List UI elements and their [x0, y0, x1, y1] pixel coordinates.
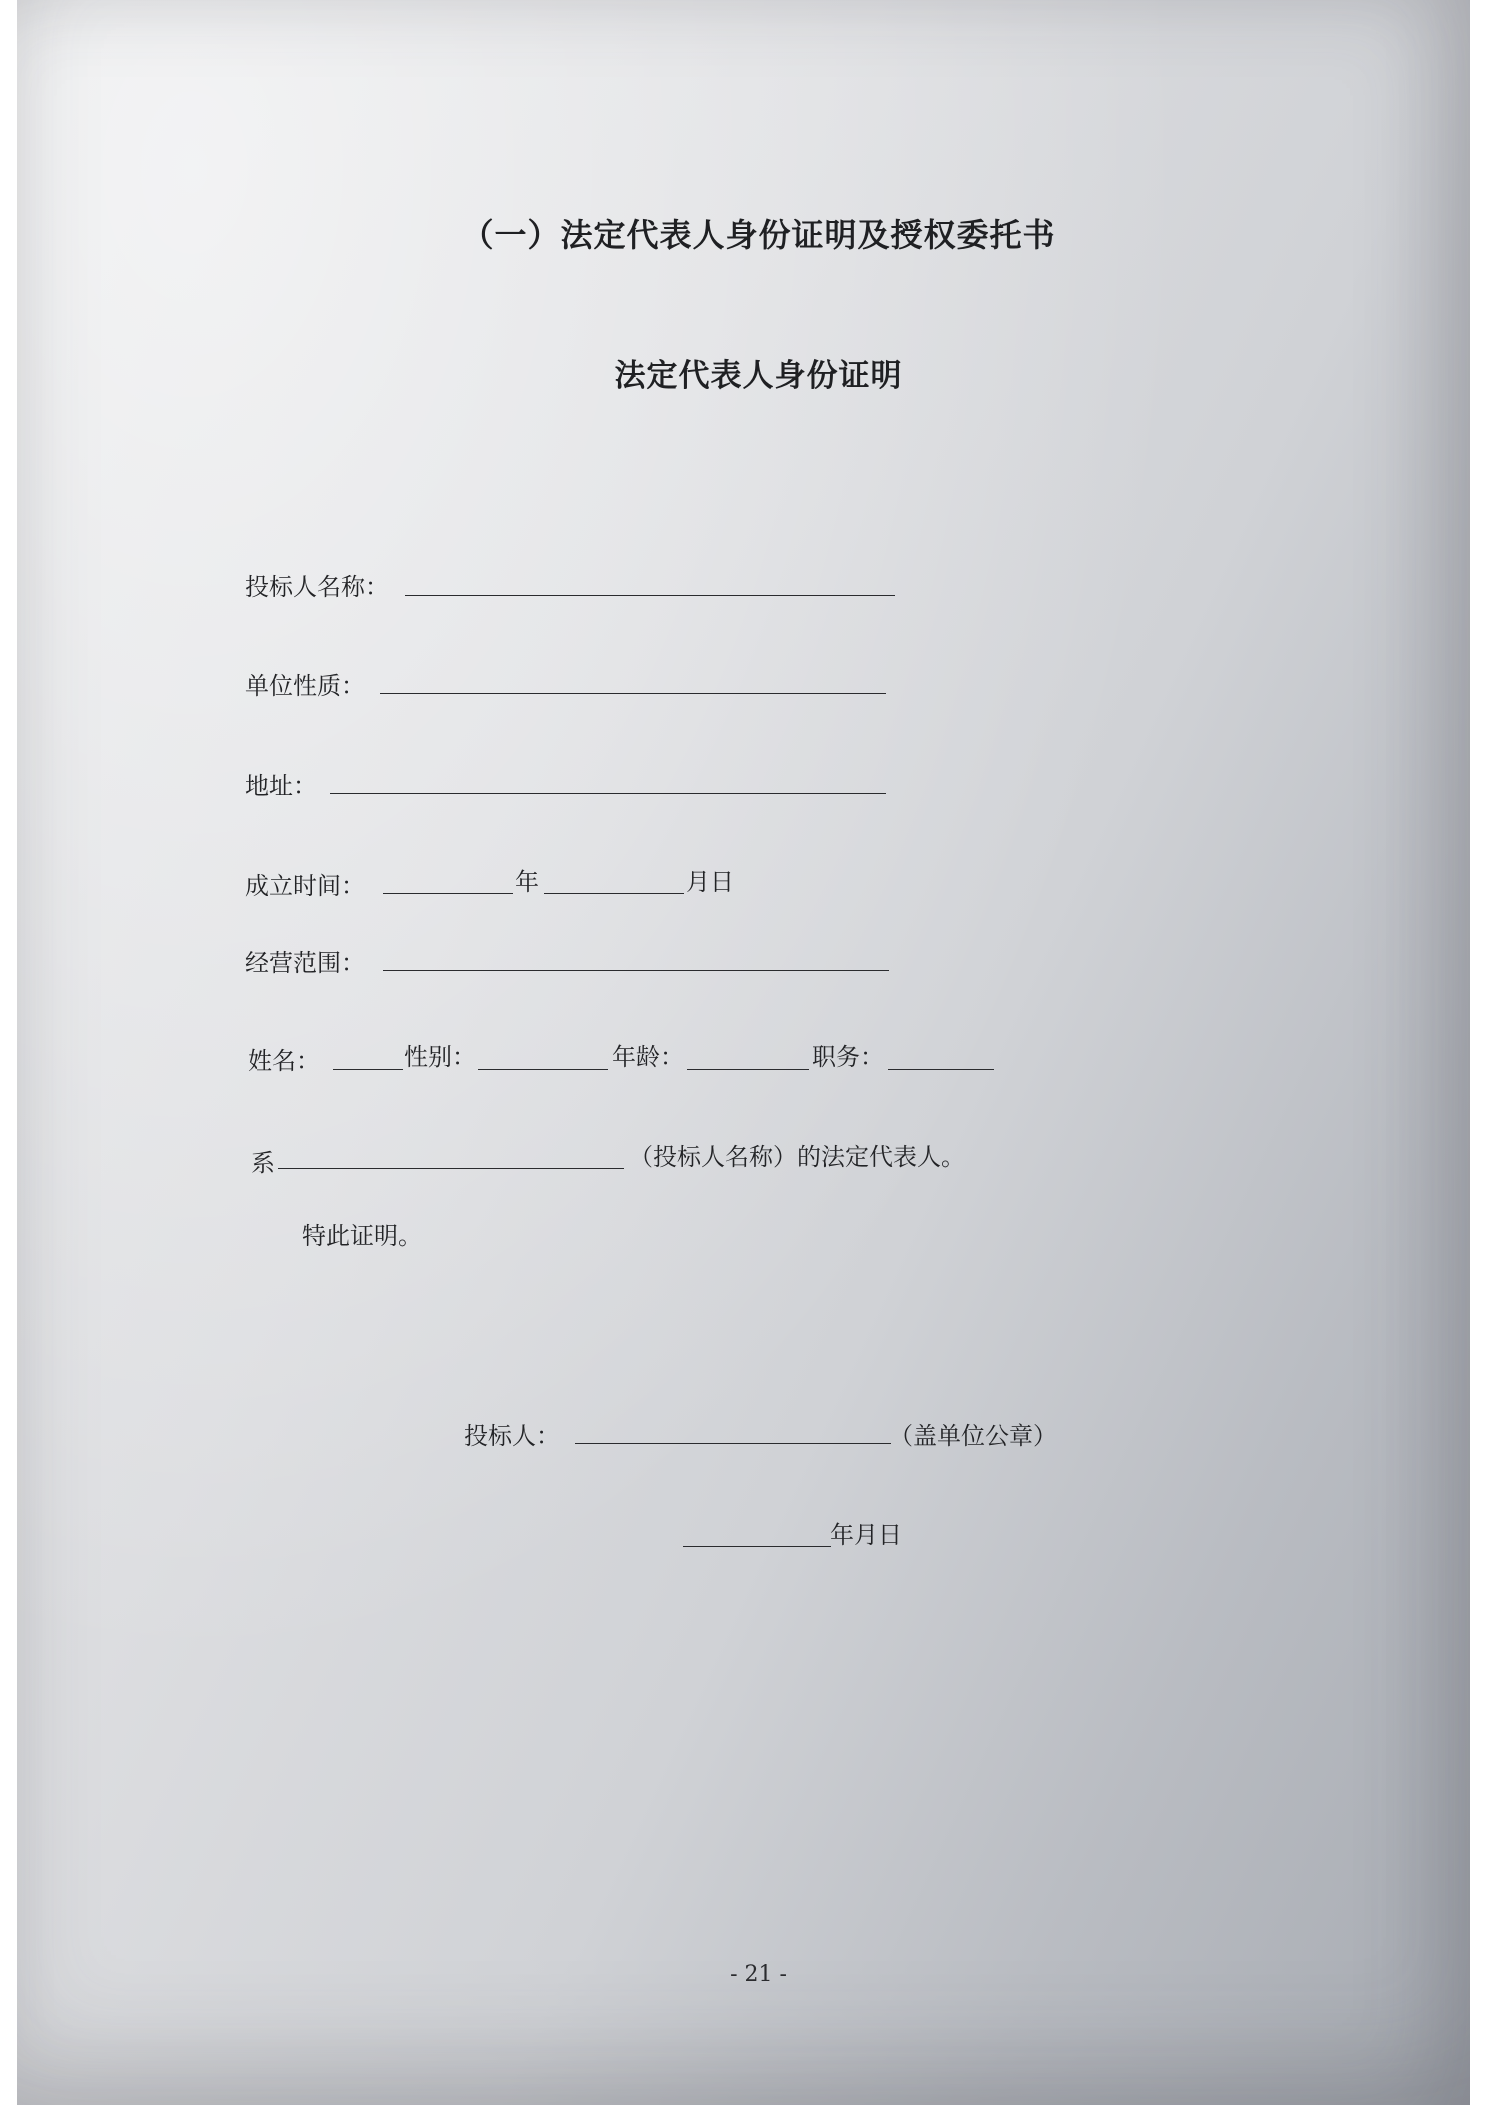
section-title: （一）法定代表人身份证明及授权委托书	[461, 216, 1056, 254]
name-label: 姓名：	[248, 1047, 320, 1075]
signature-date-line[interactable]	[683, 1546, 831, 1547]
seal-note: （盖单位公章）	[889, 1422, 1057, 1450]
bidder-name-line[interactable]	[405, 595, 895, 596]
certify-text: 特此证明。	[302, 1222, 422, 1250]
nature-line[interactable]	[380, 693, 886, 694]
address-label: 地址：	[245, 772, 317, 800]
statement-suffix: （投标人名称）的法定代表人。	[629, 1143, 965, 1171]
month-day-label: 月日	[686, 868, 734, 896]
signature-bidder-label: 投标人：	[464, 1422, 560, 1450]
nature-label: 单位性质：	[245, 672, 365, 700]
age-line[interactable]	[687, 1069, 809, 1070]
statement-prefix: 系	[251, 1149, 275, 1177]
year-label: 年	[515, 868, 539, 896]
gender-label: 性别：	[404, 1043, 476, 1071]
form-title: 法定代表人身份证明	[614, 358, 903, 394]
gender-line[interactable]	[478, 1069, 608, 1070]
page-number: - 21 -	[730, 1962, 787, 1987]
name-line[interactable]	[333, 1069, 403, 1070]
bidder-name-label: 投标人名称：	[245, 573, 389, 601]
address-line[interactable]	[330, 793, 886, 794]
scope-line[interactable]	[383, 970, 889, 971]
established-label: 成立时间：	[245, 872, 365, 900]
established-year-line[interactable]	[383, 893, 513, 894]
position-label: 职务：	[812, 1043, 884, 1071]
scope-label: 经营范围：	[245, 949, 365, 977]
signature-date-label: 年月日	[830, 1521, 902, 1549]
signature-bidder-line[interactable]	[575, 1443, 891, 1444]
document-page	[17, 0, 1470, 2105]
established-month-line[interactable]	[544, 893, 684, 894]
position-line[interactable]	[888, 1069, 994, 1070]
statement-bidder-line[interactable]	[278, 1168, 624, 1169]
age-label: 年龄：	[612, 1043, 684, 1071]
